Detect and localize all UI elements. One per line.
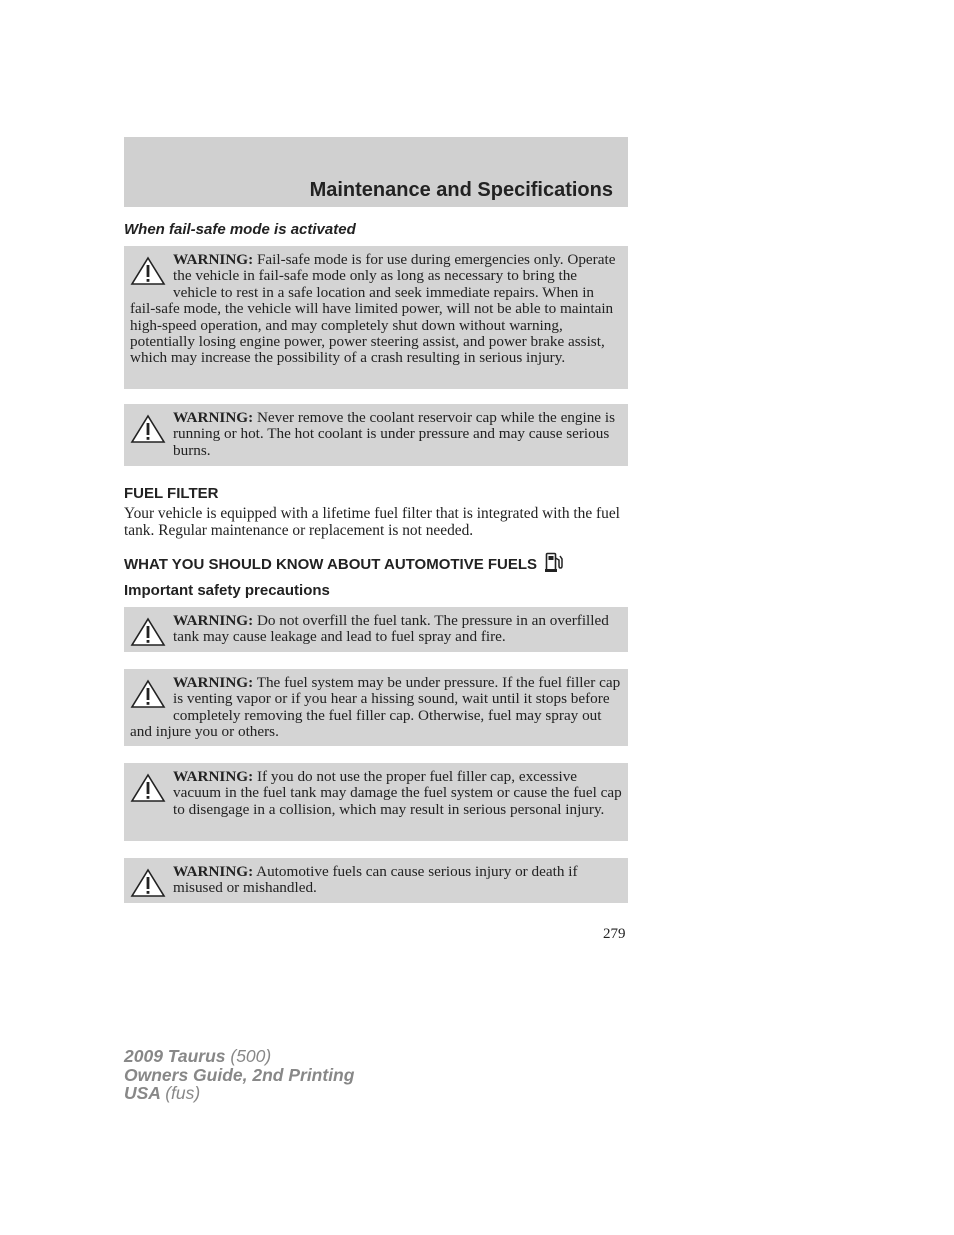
warning-text: Fail-safe mode is for use during emergencies only. Operate the vehicle in fail-safe mode only as long as necessary to bring the vehicle to rest in a safe location and seek immediate repairs. When in fail-safe mode, the vehicle will have limited power, will not be able to maintain high-speed operation, and may completely shut down without warning, potentially losing engine power, power steering assist, and power brake assist, which may increase the possibility of a crash resulting in serious injury.: [130, 251, 616, 367]
warning-triangle-icon: [130, 868, 166, 898]
fuel-filter-text: Your vehicle is equipped with a lifetime fuel filter that is integrated with the fuel tank. Regular maintenance or replacement is not needed.: [124, 505, 620, 539]
page-title: Maintenance and Specifications: [309, 179, 613, 201]
page-number: 279: [603, 926, 626, 942]
warning-label: WARNING:: [173, 409, 254, 426]
section-title-precautions: Important safety precautions: [124, 582, 330, 599]
warning-box-filler-cap: [124, 763, 628, 841]
warning-box-coolant: [124, 404, 628, 466]
fuel-pump-icon: [545, 552, 563, 572]
footer-region-code: (fus): [165, 1083, 201, 1103]
footer-model-code: (500): [230, 1046, 272, 1066]
warning-triangle-icon: [130, 256, 166, 286]
warning-box-pressure: [124, 669, 628, 746]
fuels-title-text: WHAT YOU SHOULD KNOW ABOUT AUTOMOTIVE FUELS: [124, 556, 538, 573]
warning-label: WARNING:: [173, 768, 254, 785]
footer-model: 2009 Taurus: [124, 1046, 226, 1066]
footer-edition: [124, 1047, 354, 1103]
warning-label: WARNING:: [173, 612, 254, 629]
warning-triangle-icon: [130, 617, 166, 647]
warning-text: If you do not use the proper fuel filler cap, excessive vacuum in the fuel tank may damage the fuel system or cause the fuel cap to disengage in a collision, which may result in serious personal injury.: [173, 768, 622, 818]
header-band: [124, 137, 628, 207]
warning-triangle-icon: [130, 414, 166, 444]
warning-text: Never remove the coolant reservoir cap while the engine is running or hot. The hot coolant is under pressure and may cause serious burns.: [173, 409, 615, 459]
warning-label: WARNING:: [173, 863, 254, 880]
warning-triangle-icon: [130, 679, 166, 709]
footer-guide: Owners Guide, 2nd Printing: [124, 1064, 355, 1085]
warning-text: Do not overfill the fuel tank. The pressure in an overfilled tank may cause leakage and lead to fuel spray and fire.: [173, 612, 609, 646]
warning-box-fuels: [124, 858, 628, 903]
section-title-fuels: [124, 552, 563, 573]
warning-triangle-icon: [130, 773, 166, 803]
section-title-fail-safe: When fail-safe mode is activated: [124, 221, 356, 238]
warning-box-fail-safe: [124, 246, 628, 389]
section-title-fuel-filter: FUEL FILTER: [124, 485, 219, 502]
warning-text: The fuel system may be under pressure. If the fuel filler cap is venting vapor or if you hear a hissing sound, wait until it stops before completely removing the fuel filler cap. Otherwise, fuel may spray out and injure you or others.: [130, 674, 621, 741]
warning-label: WARNING:: [173, 674, 254, 691]
warning-label: WARNING:: [173, 251, 254, 268]
warning-box-overfill: [124, 607, 628, 652]
footer-region: USA: [124, 1083, 161, 1103]
warning-text: Automotive fuels can cause serious injury or death if misused or mishandled.: [173, 863, 578, 897]
